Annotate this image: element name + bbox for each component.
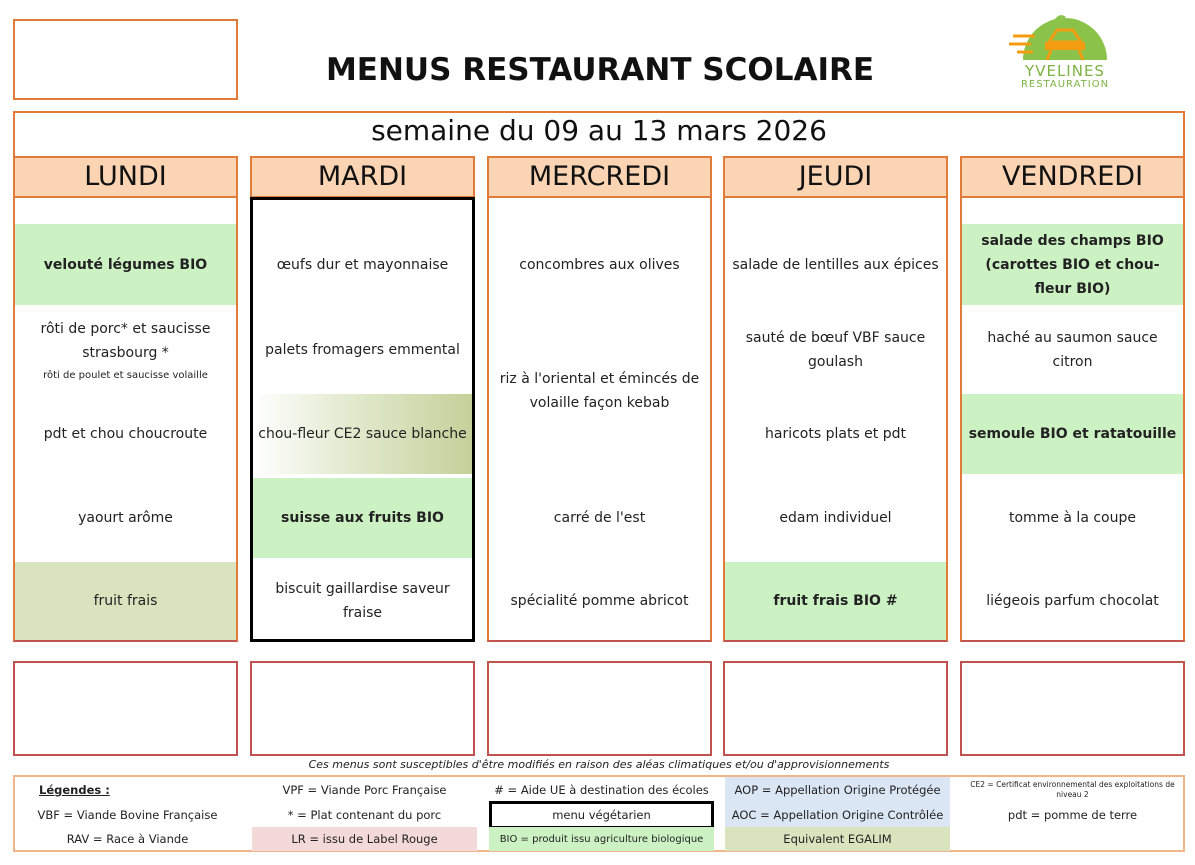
menu-item-dessert (962, 562, 1183, 640)
menu-item-text: tomme à la coupe (1009, 510, 1136, 526)
legend (13, 775, 1185, 852)
day-header: MARDI (252, 158, 473, 198)
menu-item-text: semoule BIO et ratatouille (968, 426, 1177, 442)
menu-item-dessert (15, 562, 236, 640)
page-title: MENUS RESTAURANT SCOLAIRE (325, 52, 875, 88)
vegetarian-menu-frame (250, 197, 475, 642)
legend-ce2: CE2 = Certificat environnemental des exploitations de niveau 2 (970, 779, 1175, 799)
day-header: JEUDI (725, 158, 946, 198)
menu-item-dairy (962, 476, 1183, 560)
menu-item-text: riz à l'oriental et émincés de volaille façon kebab (499, 370, 700, 411)
menu-item-text: chou-fleur CE2 sauce blanche (258, 426, 467, 442)
bottom-box-mercredi (487, 661, 712, 756)
legend-rav: RAV = Race à Viande (66, 832, 189, 846)
menu-item-side (725, 394, 946, 474)
day-header: MERCREDI (489, 158, 710, 198)
day-column-lundi (13, 156, 238, 642)
menu-item-text: haricots plats et pdt (765, 426, 906, 442)
menu-item-dessert (489, 562, 710, 640)
menu-item-text: edam individuel (779, 510, 892, 526)
menu-item-text: rôti de porc* et saucisse strasbourg * (40, 321, 211, 361)
bottom-box-vendredi (960, 661, 1185, 756)
menu-item-alternative: rôti de poulet et saucisse volaille (43, 370, 208, 381)
week-title: semaine du 09 au 13 mars 2026 (371, 114, 827, 147)
menu-item-side (15, 394, 236, 474)
legend-pdt: pdt = pomme de terre (1007, 807, 1138, 822)
menu-item-text: fruit frais (93, 593, 158, 609)
menu-item-main (489, 307, 710, 474)
logo-placeholder-box (13, 19, 238, 100)
logo-text: YVELINES (1025, 62, 1105, 80)
menu-item-text: spécialité pomme abricot (510, 593, 689, 609)
legend-title: Légendes : (39, 782, 110, 797)
menu-item-text: carré de l'est (553, 510, 646, 526)
menu-item-dairy (725, 476, 946, 560)
menu-item-main (15, 307, 236, 393)
menu-item-text: salade des champs BIO (carottes BIO et chou-fleur BIO) (981, 232, 1164, 297)
legend-aop: AOP = Appellation Origine Protégée (725, 777, 950, 802)
day-column-jeudi (723, 156, 948, 642)
bottom-box-lundi (13, 661, 238, 756)
menu-item-text: suisse aux fruits BIO (281, 510, 444, 526)
legend-vpf: VPF = Viande Porc Française (282, 782, 447, 797)
legend-bio: BIO = produit issu agriculture biologique (489, 827, 714, 851)
menu-item-main (725, 307, 946, 393)
legend-vegetarian: menu végétarien (489, 801, 714, 829)
menu-item-text: haché au saumon sauce citron (987, 330, 1158, 370)
menu-item-dairy (489, 476, 710, 560)
legend-egalim: Equivalent EGALIM (725, 827, 950, 851)
yvelines-restauration-logo-icon (1005, 12, 1125, 97)
menu-item-dessert (725, 562, 946, 640)
day-column-mercredi (487, 156, 712, 642)
day-header: LUNDI (15, 158, 236, 198)
menu-item-starter (725, 224, 946, 305)
legend-vbf: VBF = Viande Bovine Française (37, 807, 218, 822)
legend-porc: * = Plat contenant du porc (287, 807, 442, 822)
menu-item-dairy (15, 476, 236, 560)
menu-item-text: fruit frais BIO # (773, 593, 898, 609)
logo-subtext: RESTAURATION (1020, 79, 1110, 90)
bottom-box-mardi (250, 661, 475, 756)
menu-item-text: velouté légumes BIO (43, 256, 208, 273)
menu-item-main (962, 307, 1183, 393)
menu-item-starter (962, 224, 1183, 305)
disclaimer-note: Ces menus sont susceptibles d'être modifiés en raison des aléas climatiques et/ou d'approvisionnements (308, 758, 890, 771)
menu-item-text: palets fromagers emmental (265, 342, 460, 358)
menu-item-text: liégeois parfum chocolat (986, 593, 1159, 609)
menu-item-text: pdt et chou choucroute (43, 426, 208, 442)
menu-item-starter (489, 224, 710, 305)
day-header: VENDREDI (962, 158, 1183, 198)
legend-lr: LR = issu de Label Rouge (252, 827, 477, 851)
menu-item-side (962, 394, 1183, 474)
menu-item-text: yaourt arôme (78, 510, 173, 526)
menu-item-text: œufs dur et mayonnaise (276, 256, 449, 273)
menu-item-text: biscuit gaillardise saveur fraise (275, 581, 450, 621)
day-column-vendredi (960, 156, 1185, 642)
legend-aoc: AOC = Appellation Origine Contrôlée (725, 802, 950, 827)
menu-item-text: sauté de bœuf VBF sauce goulash (745, 330, 926, 370)
bottom-box-jeudi (723, 661, 948, 756)
menu-item-starter (15, 224, 236, 305)
legend-aide-ue: # = Aide UE à destination des écoles (494, 782, 709, 797)
menu-item-text: salade de lentilles aux épices (732, 256, 939, 273)
menu-item-text: concombres aux olives (519, 256, 680, 273)
